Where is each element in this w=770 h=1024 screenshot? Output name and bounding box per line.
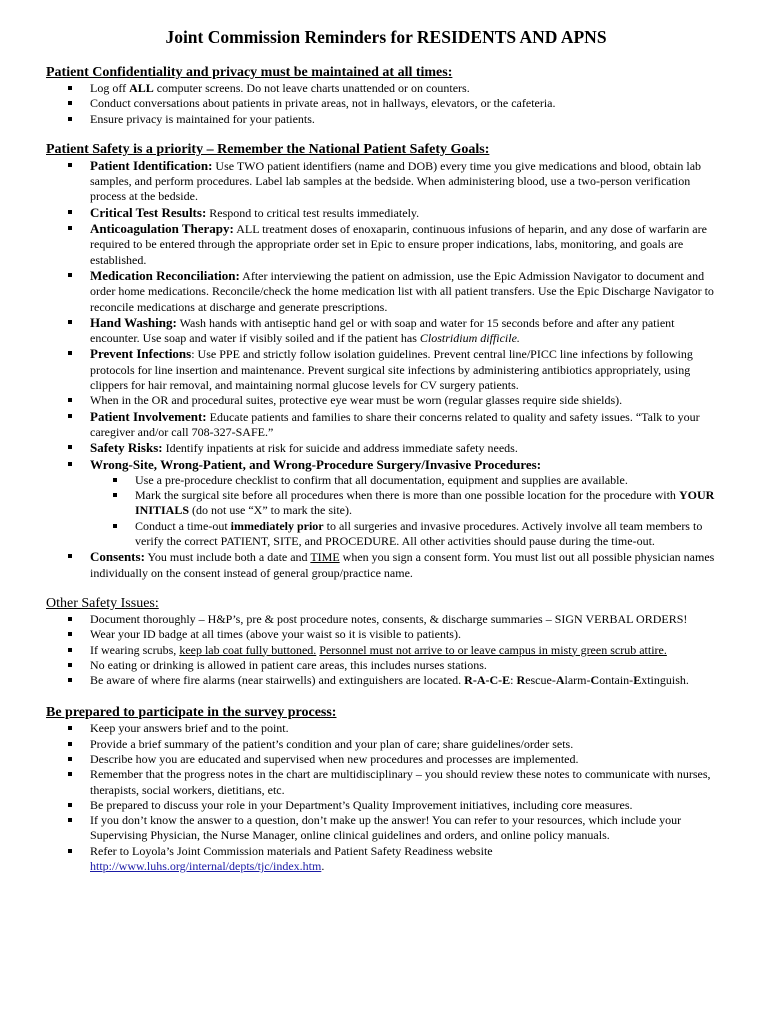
- list-item: Remember that the progress notes in the chart are multidisciplinary – you should review these notes to communicate with nurses, therapists, social workers, dietitians, etc.: [46, 767, 726, 798]
- wrong-site-sublist: [46, 473, 726, 549]
- list-item-patient-identification: Patient Identification: Use TWO patient identifiers (name and DOB) every time you give medications and blood, obtain lab samples, and perform procedures. Label lab samples at the bedside. When administering blood, use a two-person verification process at the bedside.: [46, 158, 726, 205]
- list-item: Describe how you are educated and supervised when new procedures and processes are implemented.: [46, 752, 726, 767]
- list-item-anticoagulation: Anticoagulation Therapy: ALL treatment doses of enoxaparin, continuous infusions of heparin, and any dose of warfarin are required to be entered through the appropriate order set in Epic to ensure proper indications, labs, monitoring, and goals are established.: [46, 221, 726, 268]
- list-item-critical-test-results: Critical Test Results: Respond to critical test results immediately.: [46, 205, 726, 221]
- sub-list-item: Mark the surgical site before all procedures when there is more than one possible location for the procedure with YOUR INITIALS (do not use “X” to mark the site).: [46, 488, 726, 519]
- list-item-consents: Consents: You must include both a date and TIME when you sign a consent form. You must list out all possible physician names individually on the consent instead of general group/practice name.: [46, 549, 726, 581]
- list-item: Keep your answers brief and to the point.: [46, 721, 726, 736]
- patient-safety-list: [46, 158, 726, 473]
- list-item-or-eyewear: When in the OR and procedural suites, protective eye wear must be worn (regular glasses require side shields).: [46, 393, 726, 408]
- list-item-prevent-infections: Prevent Infections: Use PPE and strictly follow isolation guidelines. Prevent central line/PICC line infections by following protocols for line insertion and maintenance. Prevent surgical site infections by administering antibiotics appropriately, using clippers for hair removal, and maintaining normal glucose levels for CV surgery patients.: [46, 346, 726, 393]
- list-item: Be prepared to discuss your role in your Department’s Quality Improvement initiatives, including core measures.: [46, 798, 726, 813]
- list-item: No eating or drinking is allowed in patient care areas, this includes nurses stations.: [46, 658, 726, 673]
- list-item: If wearing scrubs, keep lab coat fully buttoned. Personnel must not arrive to or leave campus in misty green scrub attire.: [46, 643, 726, 658]
- list-item-patient-involvement: Patient Involvement: Educate patients and families to share their concerns related to quality and safety issues. “Talk to your caregiver and/or call 708-327-SAFE.”: [46, 409, 726, 441]
- patient-safety-heading: Patient Safety is a priority – Remember the National Patient Safety Goals:: [46, 141, 490, 157]
- list-item: Be aware of where fire alarms (near stairwells) and extinguishers are located. R-A-C-E: Rescue-Alarm-Contain-Extinguish.: [46, 673, 726, 688]
- list-item: Log off ALL computer screens. Do not leave charts unattended or on counters.: [46, 81, 726, 96]
- list-item: Wear your ID badge at all times (above your waist so it is visible to patients).: [46, 627, 726, 642]
- other-safety-heading: Other Safety Issues:: [46, 595, 159, 611]
- consents-list: [46, 549, 726, 581]
- confidentiality-heading: Patient Confidentiality and privacy must be maintained at all times:: [46, 65, 453, 80]
- confidentiality-list: [46, 81, 726, 127]
- list-item: If you don’t know the answer to a question, don’t make up the answer! You can refer to your resources, which include your Supervising Physician, the Nurse Manager, online clinical guidelines and orders, and online policy manuals.: [46, 813, 726, 844]
- list-item-safety-risks: Safety Risks: Identify inpatients at risk for suicide and address immediate safety needs.: [46, 440, 726, 456]
- sub-list-item: Use a pre-procedure checklist to confirm that all documentation, equipment and supplies are available.: [46, 473, 726, 488]
- list-item-hand-washing: Hand Washing: Wash hands with antiseptic hand gel or with soap and water for 15 seconds before and after any patient encounter. Use soap and water if visibly soiled and if the patient has Clostridium difficile.: [46, 315, 726, 347]
- other-safety-list: [46, 612, 726, 688]
- list-item: Refer to Loyola’s Joint Commission materials and Patient Safety Readiness website http://www.luhs.org/internal/depts/tjc/index.htm.: [46, 844, 726, 875]
- list-item: Provide a brief summary of the patient’s condition and your plan of care; share guidelines/order sets.: [46, 737, 726, 752]
- tjc-website-link[interactable]: http://www.luhs.org/internal/depts/tjc/index.htm: [90, 859, 322, 874]
- list-item: Conduct conversations about patients in private areas, not in hallways, elevators, or the cafeteria.: [46, 96, 726, 111]
- survey-heading: Be prepared to participate in the survey process:: [46, 705, 337, 721]
- sub-list-item: Conduct a time-out immediately prior to all surgeries and invasive procedures. Actively involve all team members to verify the correct PATIENT, SITE, and PROCEDURE. All other activities should pause during the time-out.: [46, 519, 726, 550]
- list-item-wrong-site: Wrong-Site, Wrong-Patient, and Wrong-Procedure Surgery/Invasive Procedures:: [46, 457, 726, 473]
- survey-list: [46, 721, 726, 874]
- list-item-medication-reconciliation: Medication Reconciliation: After interviewing the patient on admission, use the Epic Admission Navigator to document and order home medications. Reconcile/check the home medication list with all patient transfers. Use the Epic Discharge Navigator to reconcile medications at discharge and generate prescriptions.: [46, 268, 726, 315]
- page-title: Joint Commission Reminders for RESIDENTS AND APNS: [165, 27, 607, 47]
- list-item: Document thoroughly – H&P’s, pre & post procedure notes, consents, & discharge summaries – SIGN VERBAL ORDERS!: [46, 612, 726, 627]
- document-page: [46, 26, 726, 874]
- list-item: Ensure privacy is maintained for your patients.: [46, 112, 726, 127]
